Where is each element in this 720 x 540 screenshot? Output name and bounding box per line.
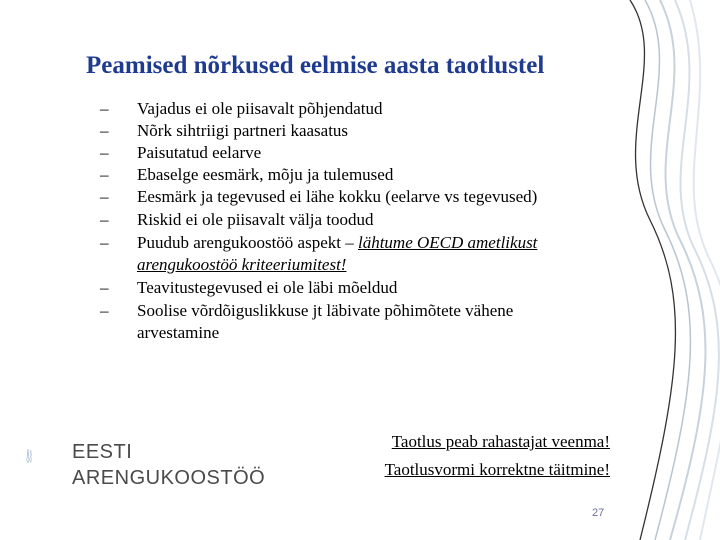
cta-convince-funder: Taotlus peab rahastajat veenma! bbox=[391, 432, 610, 451]
bullet-text: Riskid ei ole piisavalt välja toodud bbox=[137, 210, 374, 229]
bullet-list bbox=[100, 98, 580, 344]
logo-text-line2: ARENGUKOOSTÖÖ bbox=[72, 467, 266, 489]
bullet-dash: – bbox=[100, 233, 109, 252]
eesti-arengukoostoo-logo-icon bbox=[26, 416, 70, 496]
bullet-text: Teavitustegevused ei ole läbi mõeldud bbox=[137, 278, 398, 297]
bullet-text: Soolise võrdõiguslikkuse jt läbivate põhimõtete vähene arvestamine bbox=[137, 301, 514, 342]
bullet-item bbox=[100, 120, 580, 142]
page-number: 27 bbox=[592, 507, 605, 519]
bullet-dash: – bbox=[100, 165, 109, 184]
bullet-text: Vajadus ei ole piisavalt põhjendatud bbox=[137, 99, 383, 118]
bullet-item bbox=[100, 98, 580, 120]
cta-correct-form: Taotlusvormi korrektne täitmine! bbox=[384, 460, 610, 479]
bullet-item bbox=[100, 186, 580, 208]
bullet-dash: – bbox=[100, 99, 109, 118]
bullet-item bbox=[100, 142, 580, 164]
bullet-item bbox=[100, 300, 580, 344]
bullet-dash: – bbox=[100, 278, 109, 297]
bullet-dash: – bbox=[100, 301, 109, 320]
bullet-dash: – bbox=[100, 143, 109, 162]
slide-title: Peamised nõrkused eelmise aasta taotlustel bbox=[86, 52, 545, 79]
decorative-waves bbox=[610, 0, 720, 540]
bullet-item bbox=[100, 232, 580, 276]
bullet-text: Nõrk sihtriigi partneri kaasatus bbox=[137, 121, 349, 140]
bullet-item bbox=[100, 277, 580, 299]
oecd-criteria-link[interactable]: lähtume OECD ametlikust arengukoostöö kriteeriumitest! bbox=[137, 233, 538, 274]
bullet-text: Eesmärk ja tegevused ei lähe kokku (eelarve vs tegevused) bbox=[137, 187, 538, 206]
bullet-item bbox=[100, 164, 580, 186]
bullet-text: Ebaselge eesmärk, mõju ja tulemused bbox=[137, 165, 394, 184]
bullet-text: Puudub arengukoostöö aspekt – bbox=[137, 233, 358, 252]
bullet-dash: – bbox=[100, 210, 109, 229]
bullet-dash: – bbox=[100, 121, 109, 140]
bullet-text: Paisutatud eelarve bbox=[137, 143, 262, 162]
bullet-dash: – bbox=[100, 187, 109, 206]
bullet-item bbox=[100, 209, 580, 231]
logo-text-line1: EESTI bbox=[72, 441, 133, 463]
